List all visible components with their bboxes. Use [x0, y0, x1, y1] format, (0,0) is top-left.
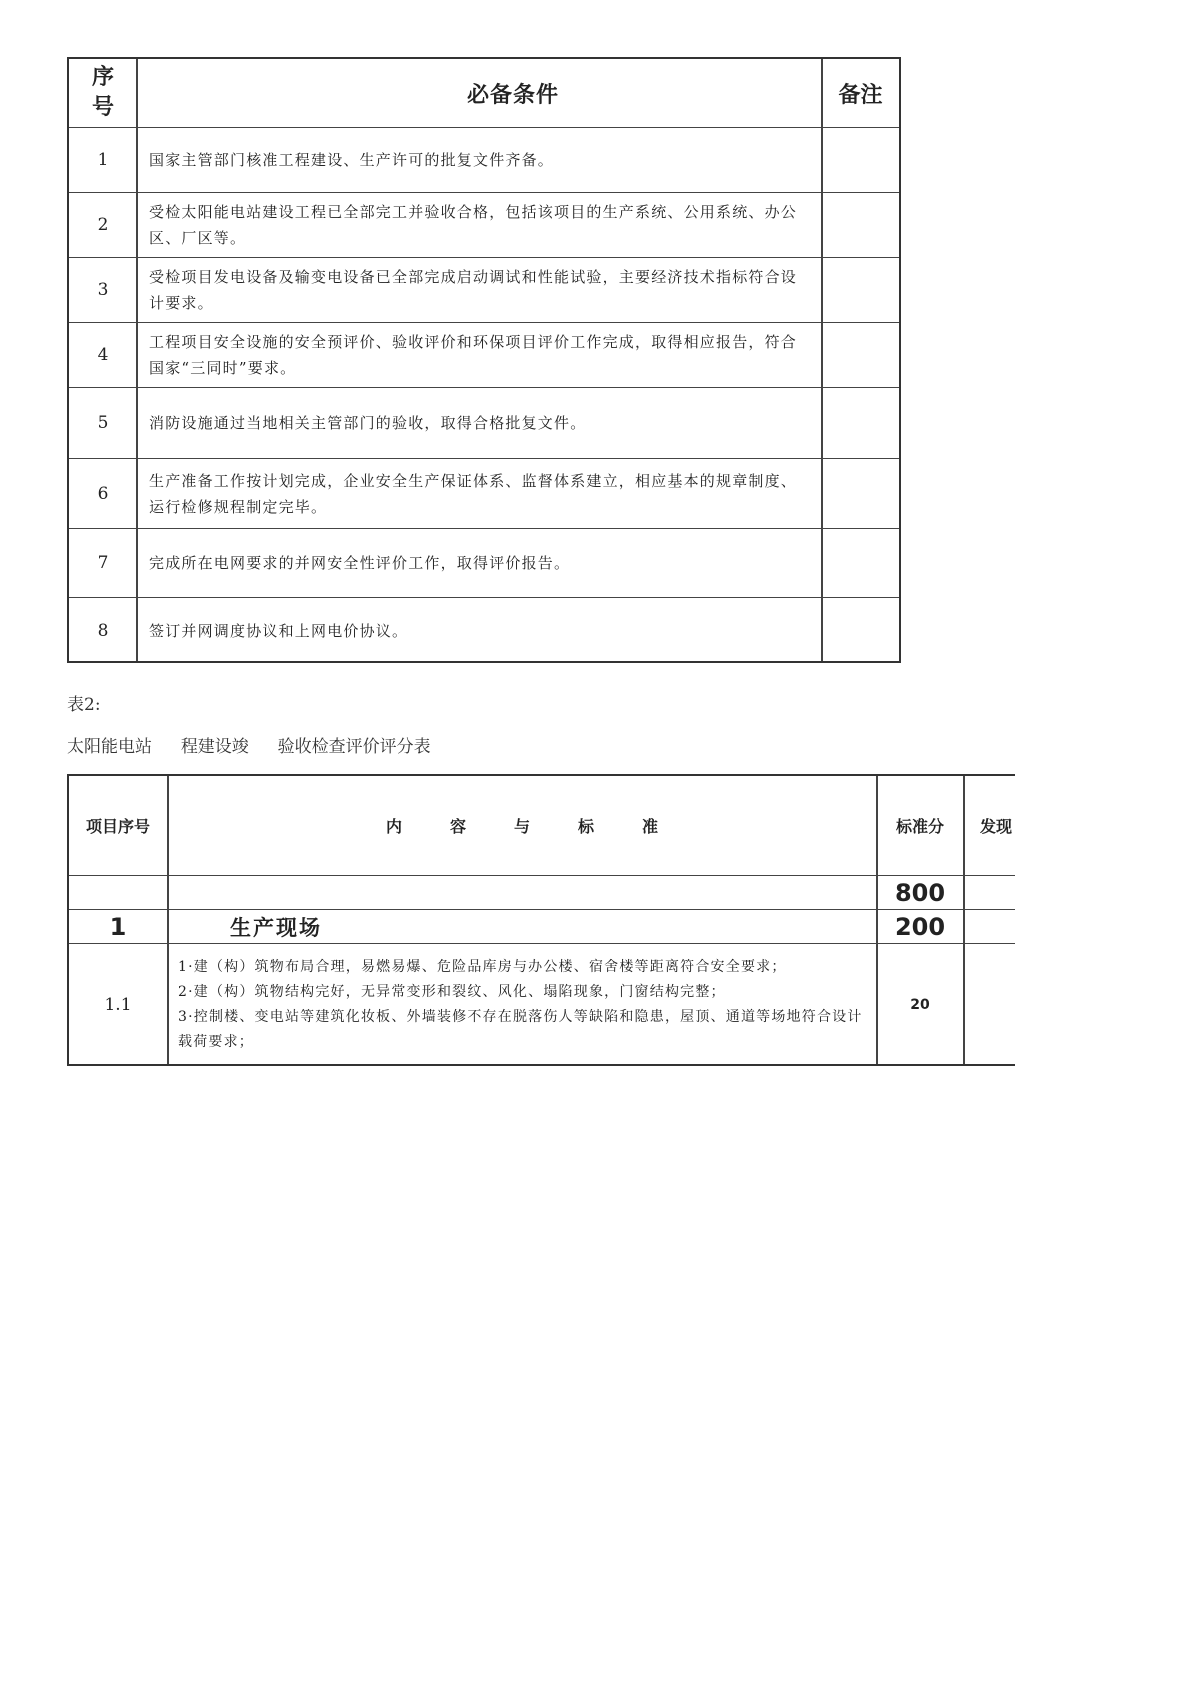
header-char: 容	[449, 817, 466, 836]
header-standard-score: 标准分	[895, 817, 944, 836]
row-number: 3	[97, 280, 109, 300]
row-number: 8	[97, 620, 109, 641]
table-row	[69, 323, 899, 388]
table-row	[69, 388, 899, 459]
header-content-standard	[168, 776, 876, 875]
item-line: 2·建（构）筑物结构完好，无异常变形和裂纹、风化、塌陷现象，门窗结构完整；	[178, 984, 726, 1000]
table-row	[69, 258, 899, 323]
item-content	[168, 944, 876, 1066]
requirements-table	[67, 57, 901, 663]
row-number: 6	[97, 483, 109, 504]
table2-title	[67, 732, 431, 757]
table-row	[69, 944, 1015, 1066]
total-row	[69, 876, 1015, 910]
section-label: 生产现场	[230, 915, 322, 940]
row-number: 7	[97, 553, 109, 573]
table2-label: 表2:	[67, 695, 101, 715]
header-item-number: 项目序号	[85, 817, 150, 836]
row-condition: 完成所在电网要求的并网安全性评价工作，取得评价报告。	[149, 554, 571, 572]
section-number: 1	[109, 912, 127, 941]
header-number	[69, 59, 137, 127]
row-number: 5	[97, 413, 109, 433]
header-condition: 必备条件	[466, 82, 559, 108]
row-condition: 受检太阳能电站建设工程已全部完工并验收合格，包括该项目的生产系统、公用系统、办公区、厂区等。	[149, 203, 798, 247]
item-number: 1.1	[104, 995, 132, 1015]
row-condition: 受检项目发电设备及输变电设备已全部完成启动调试和性能试验，主要经济技术指标符合设计要求。	[149, 268, 798, 312]
row-condition: 签订并网调度协议和上网电价协议。	[149, 621, 409, 640]
header-note: 备注	[838, 82, 883, 108]
row-condition: 生产准备工作按计划完成，企业安全生产保证体系、监督体系建立，相应基本的规章制度、运行检修规程制定完毕。	[149, 471, 798, 516]
title-part3: 验收检查评价评分表	[277, 737, 431, 757]
table-header-row	[69, 59, 899, 128]
row-condition: 国家主管部门核准工程建设、生产许可的批复文件齐备。	[149, 151, 555, 169]
total-score: 800	[894, 878, 946, 907]
table-row	[69, 459, 899, 529]
table-row	[69, 598, 899, 663]
item-score: 20	[910, 997, 930, 1013]
row-number: 2	[97, 215, 109, 235]
header-char: 准	[642, 817, 659, 836]
section-row	[69, 910, 1015, 944]
section-score: 200	[894, 912, 946, 941]
row-condition: 消防设施通过当地相关主管部门的验收，取得合格批复文件。	[149, 414, 587, 432]
row-number: 1	[97, 150, 109, 170]
table-row	[69, 128, 899, 193]
header-char: 标	[578, 817, 595, 836]
table-row	[69, 193, 899, 258]
scoring-table	[67, 774, 1015, 1066]
header-char: 与	[513, 817, 530, 836]
row-number: 4	[97, 345, 109, 365]
title-part1: 太阳能电站	[67, 737, 152, 757]
header-number-line1: 序	[91, 65, 114, 90]
header-found: 发现	[980, 817, 1013, 836]
item-line: 3·控制楼、变电站等建筑化妆板、外墙装修不存在脱落伤人等缺陷和隐患，屋顶、通道等场地符合设计载荷要求；	[178, 1009, 863, 1050]
table-row	[69, 529, 899, 598]
table-header-row	[69, 776, 1015, 876]
title-part2: 程建设竣	[180, 737, 249, 757]
item-line: 1·建（构）筑物布局合理，易燃易爆、危险品库房与办公楼、宿舍楼等距离符合安全要求；	[178, 959, 787, 975]
header-char: 内	[385, 817, 402, 836]
header-number-line2: 号	[91, 95, 114, 120]
row-condition: 工程项目安全设施的安全预评价、验收评价和环保项目评价工作完成，取得相应报告，符合国家“三同时”要求。	[149, 333, 798, 377]
